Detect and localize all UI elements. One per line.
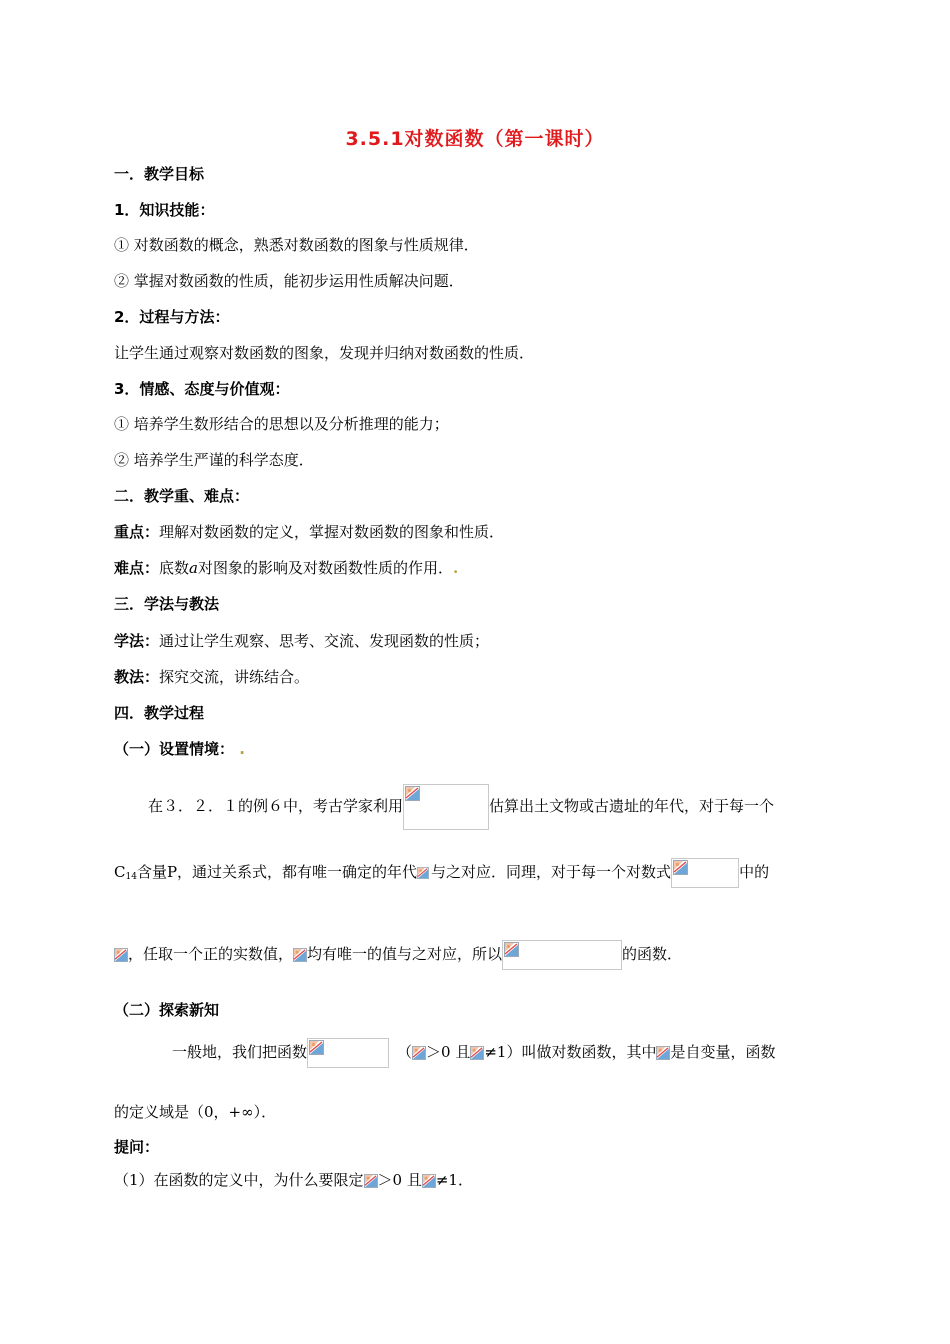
paragraph-scenario-3 [114,940,682,970]
difficult-point-line [114,558,458,578]
variable-a: a [189,559,198,577]
text-fragment: ＞0 且 [377,1171,422,1189]
section-heading-key-points: 二．教学重、难点： [114,487,250,505]
text-fragment: ＞0 且 [426,1043,471,1061]
subscript: 14 [125,872,137,882]
section-heading-process: 四．教学过程 [114,704,205,722]
text-fragment: 含量P，通过关系式，都有唯一确定的年代 [136,863,418,881]
broken-image-icon [412,1045,426,1061]
learning-method-label: 学法： [114,632,160,650]
text-fragment: 均有唯一的值与之对应，所以 [307,945,503,963]
knowledge-item-2: ② 掌握对数函数的性质，能初步运用性质解决问题． [114,272,464,290]
learning-method-line [114,631,489,651]
broken-image-icon [673,860,688,875]
broken-image-icon [405,786,420,801]
text-fragment: ，任取一个正的实数值， [128,945,294,963]
broken-image-icon [422,1173,436,1189]
methods-heading-text: 三．学法与教法 [114,595,220,613]
subheading-emotion-attitude: 3．情感、态度与价值观： [114,380,290,398]
text-fragment: （ [397,1043,413,1061]
question-heading: 提问： [114,1138,160,1156]
stray-dot: . [453,559,459,577]
text-fragment: 的函数． [622,945,683,963]
text-fragment: ≠1）叫做对数函数，其中 [484,1043,657,1061]
page-title: 3.5.1对数函数（第一课时） [345,128,605,150]
key-point-text: 理解对数函数的定义，掌握对数函数的图象和性质． [159,523,505,541]
emotion-item-2: ② 培养学生严谨的科学态度． [114,451,314,469]
formula-image-placeholder [307,1038,389,1068]
text-fragment: 中的 [739,863,770,881]
difficult-point-text-a: 底数 [159,559,190,577]
formula-image-placeholder [502,940,622,970]
question-1 [114,1170,473,1190]
section-heading-methods [114,594,219,614]
broken-image-icon [309,1040,324,1055]
text-fragment: 与之对应．同理，对于每一个对数式 [431,863,672,881]
paragraph-domain: 的定义域是（0，+∞）． [114,1103,277,1121]
text-fragment: 在３．２．１的例６中，考古学家利用 [148,797,404,815]
key-point-label: 重点： [114,523,160,541]
subheading-explore: （二）探索新知 [114,1001,220,1019]
broken-image-icon [417,865,431,881]
subheading-process-method: 2．过程与方法： [114,308,230,326]
subheading-scenario [114,739,245,759]
text-fragment: 估算出土文物或古遗址的年代，对于每一个 [489,797,775,815]
difficult-point-text-b: 对图象的影响及对数函数性质的作用． [197,559,453,577]
section-heading-objectives: 一．教学目标 [114,165,205,183]
broken-image-icon [364,1173,378,1189]
broken-image-icon [470,1045,484,1061]
difficult-point-label: 难点： [114,559,160,577]
broken-image-icon [114,947,128,963]
stray-dot: . [239,740,245,758]
paragraph-scenario-1 [148,784,774,830]
text-fragment: （1）在函数的定义中，为什么要限定 [114,1171,364,1189]
broken-image-icon [504,942,519,957]
formula-image-placeholder [403,784,489,830]
paragraph-scenario-2 [114,858,769,888]
scenario-heading-text: （一）设置情境： [114,740,235,758]
text-fragment: ≠1． [435,1171,473,1189]
learning-method-text: 通过让学生观察、思考、交流、发现函数的性质； [159,632,490,650]
text-fragment: C [114,863,126,881]
teaching-method-label: 教法： [114,668,160,686]
knowledge-item-1: ① 对数函数的概念，熟悉对数函数的图象与性质规律． [114,236,479,254]
broken-image-icon [656,1045,670,1061]
teaching-method-text: 探究交流，讲练结合。 [159,668,310,686]
emotion-item-1: ① 培养学生数形结合的思想以及分析推理的能力； [114,415,449,433]
teaching-method-line [114,667,309,687]
paragraph-definition [172,1038,775,1068]
text-fragment: 一般地，我们把函数 [172,1043,308,1061]
process-text: 让学生通过观察对数函数的图象，发现并归纳对数函数的性质． [114,344,535,362]
text-fragment: 是自变量，函数 [670,1043,776,1061]
formula-image-placeholder [671,858,739,888]
broken-image-icon [293,947,307,963]
subheading-knowledge-skills: 1．知识技能： [114,201,215,219]
key-point-line [114,522,504,542]
